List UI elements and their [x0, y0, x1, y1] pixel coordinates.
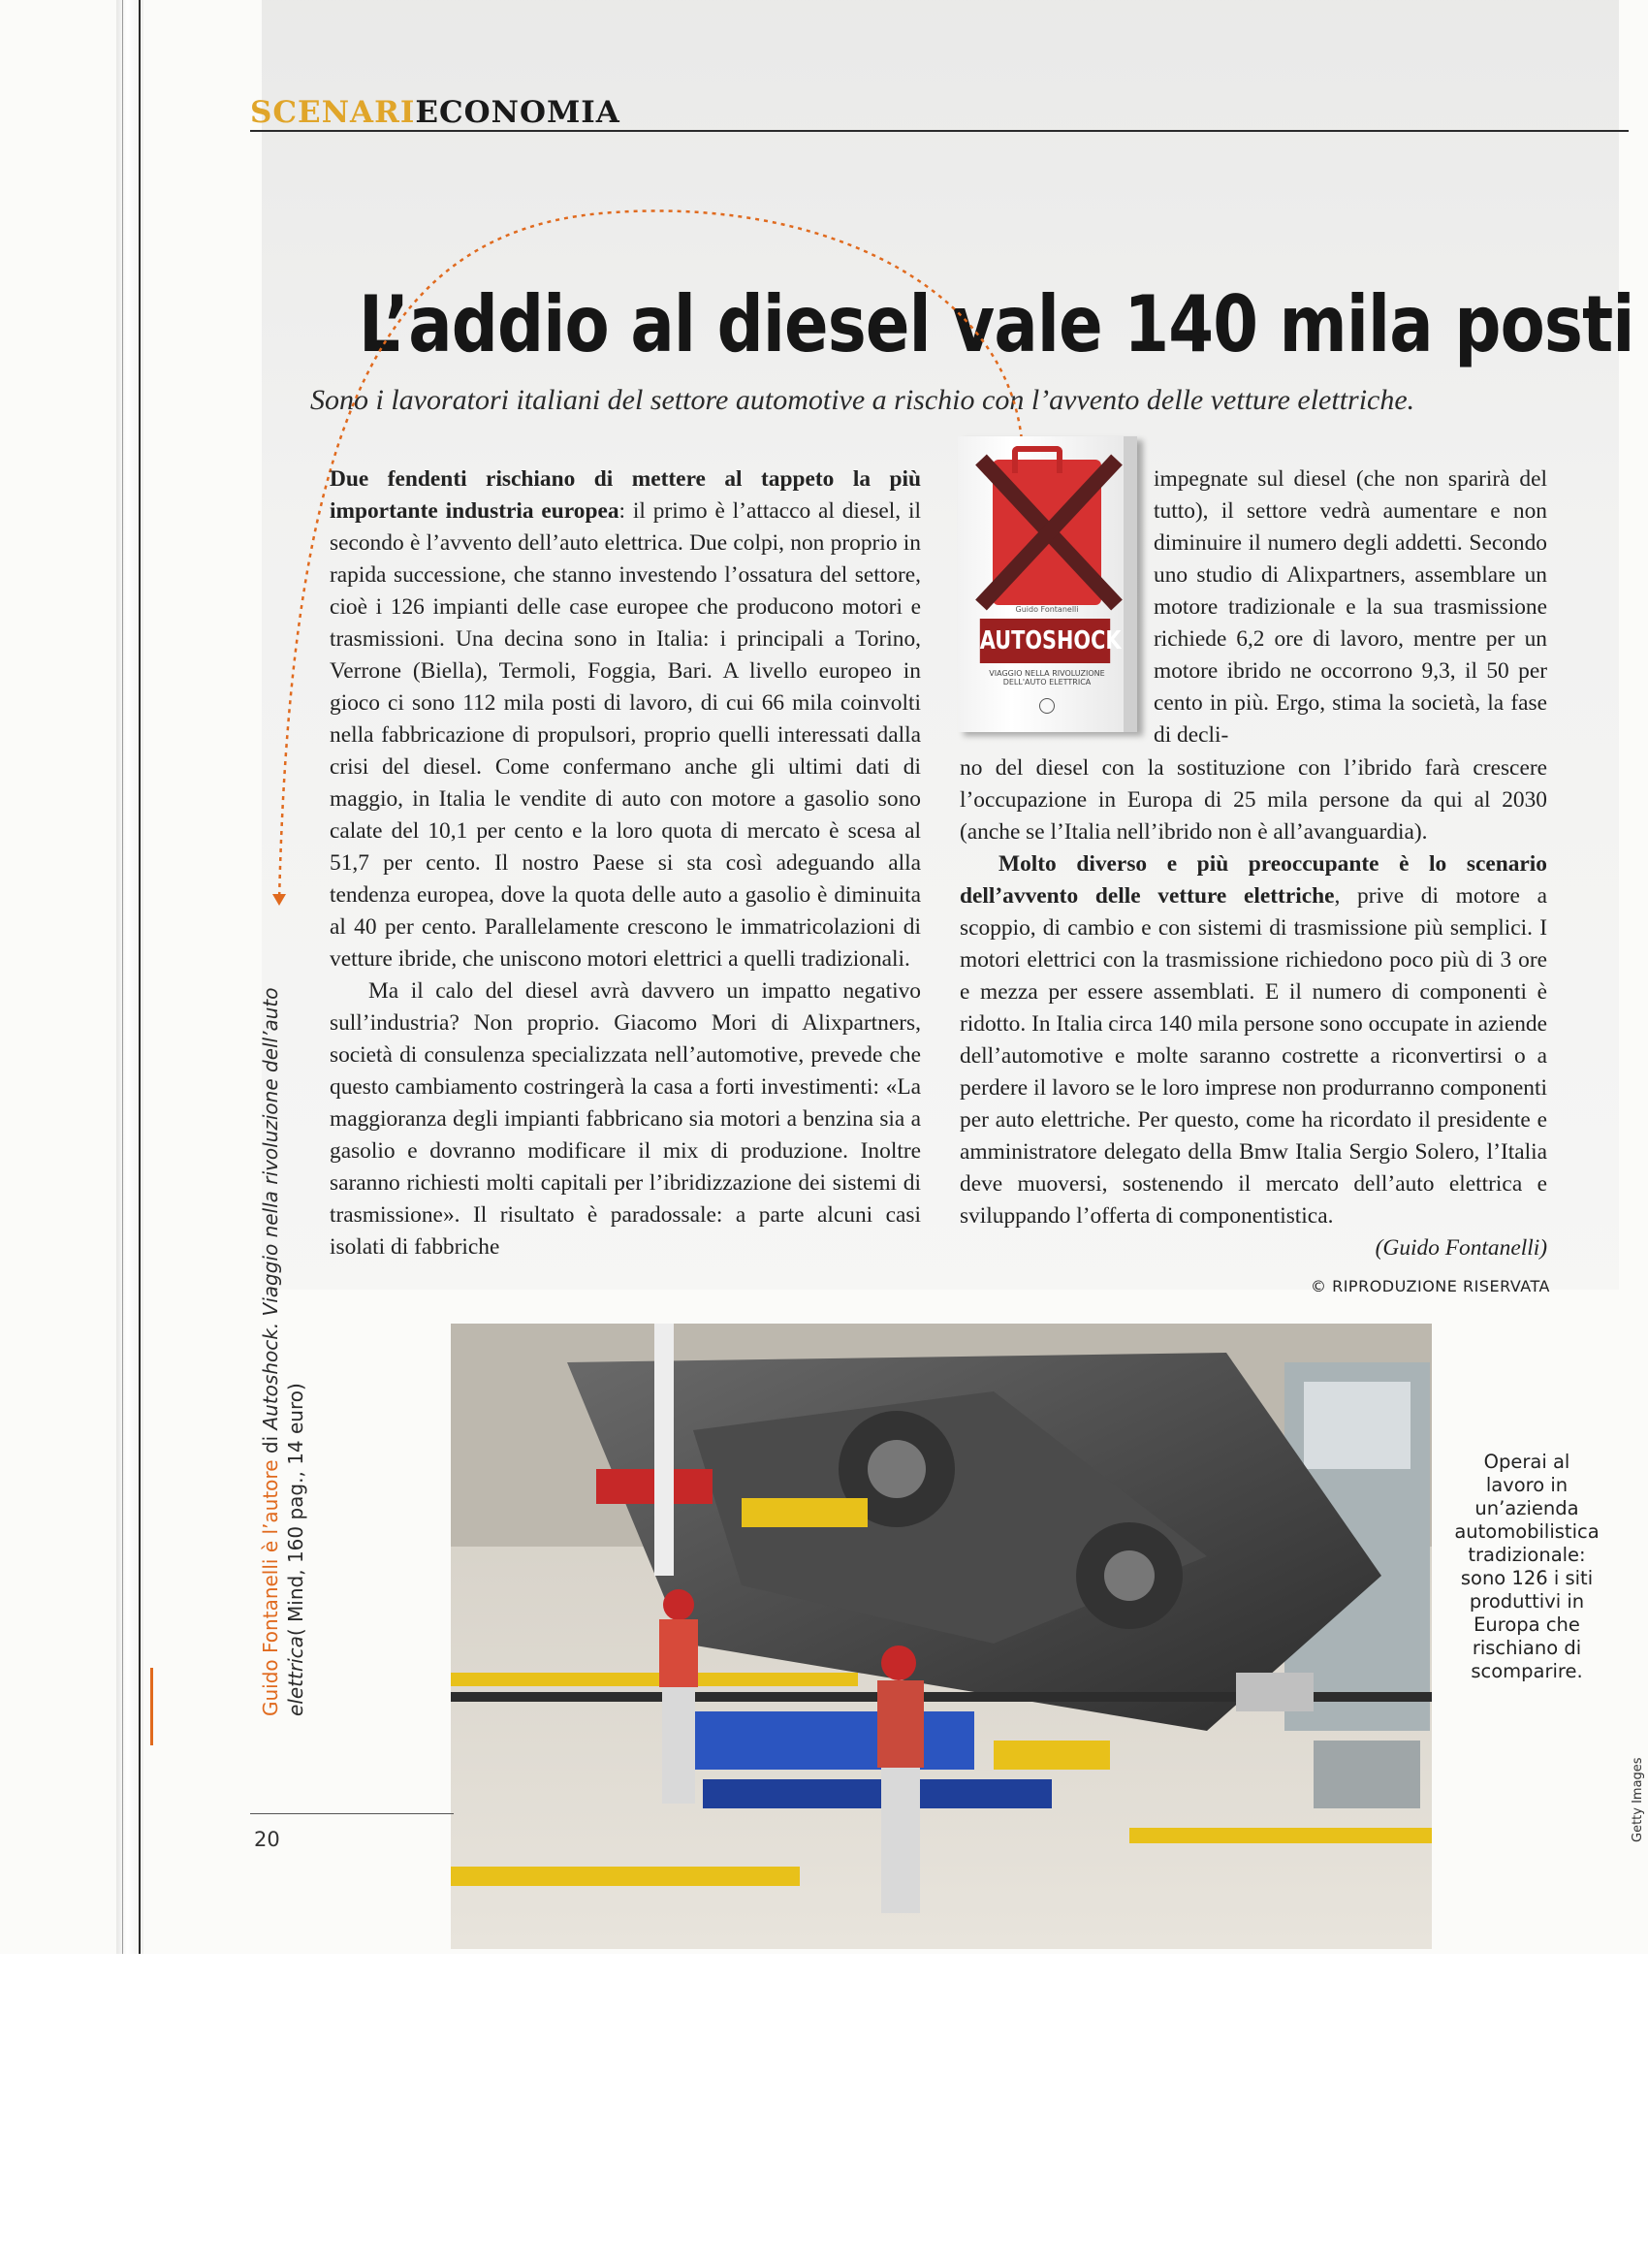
article-title: L’addio al diesel vale 140 mila posti [359, 279, 1634, 369]
publisher-logo-icon [1039, 698, 1055, 714]
paragraph-2: Ma il calo del diesel avrà davvero un impatto negativo sull’industria? Non proprio. Giacomo Mori di Alixpartners, società di consulenza specializzata nell’automotive, prevede che questo cambiamento costringerà la casa a forti investimenti: «La maggioranza degli impianti fabbricano sia motori a benzina sia a gasolio e dovranno modificare il mix di produzione. Inoltre saranno richiesti molti capitali per l’ibridizzazione dei sistemi di trasmissione». Il risultato è paradossale: a parte alcuni casi isolati di fabbriche [330, 978, 921, 1260]
book-details: ( Mind, 160 pag., 14 euro) [284, 1383, 307, 1637]
copyright-note: © RIPRODUZIONE RISERVATA [1311, 1277, 1550, 1295]
lead-bold: Due fendenti rischiano di mettere al tappeto la più importante industria europea [330, 466, 921, 524]
author-note: Guido Fontanelli è l’autore [259, 1459, 282, 1716]
paragraph-4-bold: Molto diverso e più preoccupante è lo scenario dell’avvento delle vetture elettriche [960, 851, 1547, 909]
article-column-left [330, 463, 921, 1263]
photo-credit: Getty Images [1631, 1757, 1645, 1842]
sidebar-accent-line [150, 1668, 153, 1745]
book-spine [1124, 436, 1137, 732]
book-title-italic: Autoshock. Viaggio nella rivoluzione dell’auto elettrica [259, 987, 307, 1716]
page-number: 20 [254, 1828, 280, 1851]
article-subtitle: Sono i lavoratori italiani del settore automotive a rischio con l’avvento delle vetture elettriche. [310, 384, 1415, 416]
article-column-right [960, 752, 1547, 1264]
book-cover [958, 436, 1137, 732]
note-text: di [259, 1429, 282, 1460]
paragraph-3-continued: no del diesel con la sostituzione con l’ibrido farà crescere l’occupazione in Europa di 25 mila persone da qui al 2030 (anche se l’Italia nell’ibrido non è all’avanguardia). [960, 755, 1547, 845]
cross-icon [971, 450, 1126, 615]
article-column-right-top [1154, 463, 1547, 751]
scan-margin [0, 1954, 1648, 2268]
paragraph-1: : il primo è l’attacco al diesel, il secondo è l’avvento dell’auto elettrica. Due colpi, non proprio in rapida successione, che stanno investendo l’ossatura del settore, cioè i 126 impianti delle case europee che producono motori e trasmissioni. Una decina sono in Italia: i principali a Torino, Verrone (Biella), Termoli, Foggia, Bari. A livello europeo in gioco ci sono 112 mila posti di lavoro, di cui 66 mila coinvolti nella fabbricazione di propulsori, proprio quelli interessati dalla crisi del diesel. Come confermano anche gli ultimi dati di maggio, in Italia le vendite di auto con motore a gasolio sono calate del 10,1 per cento e la loro quota di mercato è scesa al 51,7 per cento. Il nostro Paese si sta così adeguando alla tendenza europea, dove la quota delle auto a gasolio è diminuita al 40 per cento. Parallelamente crescono le immatricolazioni di vetture ibride, che uniscono motori elettrici a quelli tradizionali. [330, 498, 921, 972]
footer-rule [250, 1813, 454, 1814]
author-signature: (Guido Fontanelli) [1375, 1235, 1547, 1261]
book-title: AUTOSHOCK [980, 619, 1110, 663]
book-author: Guido Fontanelli [1015, 605, 1079, 614]
book-subtitle: VIAGGIO NELLA RIVOLUZIONE DELL'AUTO ELETTRICA [989, 669, 1105, 687]
factory-photo [451, 1324, 1432, 1949]
header-rule [250, 130, 1629, 132]
paragraph-3: impegnate sul diesel (che non sparirà del tutto), il settore vedrà aumentare e non diminuire il numero degli addetti. Secondo uno studio di Alixpartners, assemblare un motore tradizionale e la sua trasmissione richiede 6,2 ore di lavoro, mentre per un motore ibrido ne occorrono 9,3, il 50 per cento in più. Ergo, stima la società, la fase di decli- [1154, 466, 1547, 748]
binding-edge [122, 0, 123, 1954]
binding-line [139, 0, 141, 1954]
section-header [250, 95, 620, 130]
assembly-line-image [451, 1324, 1432, 1949]
photo-caption: Operai al lavoro in un’azienda automobilistica tradizionale: sono 126 i siti produttivi in Europa che rischiano di scomparire. [1454, 1451, 1600, 1682]
book-note-vertical [258, 921, 308, 1716]
paragraph-4: , prive di motore a scoppio, di cambio e con sistemi di trasmissione più semplici. I motori elettrici con la trasmissione richiedono poco più di 3 ore e mezza per essere assemblati. E il numero di componenti è ridotto. In Italia circa 140 mila persone sono occupate in aziende dell’automotive e molte saranno costrette a riconvertirsi o a perdere il lavoro se le loro imprese non produrranno componenti per auto elettriche. Per questo, come ha ricordato il presidente e amministratore delegato della Bmw Italia Sergio Solero, l’Italia deve muoversi, sostenendo il mercato dell’auto elettrica e sviluppando l’offerta di componentistica. [960, 883, 1547, 1229]
section-label-economia: ECONOMIA [415, 95, 620, 130]
section-label-scenari: SCENARI [250, 95, 416, 130]
